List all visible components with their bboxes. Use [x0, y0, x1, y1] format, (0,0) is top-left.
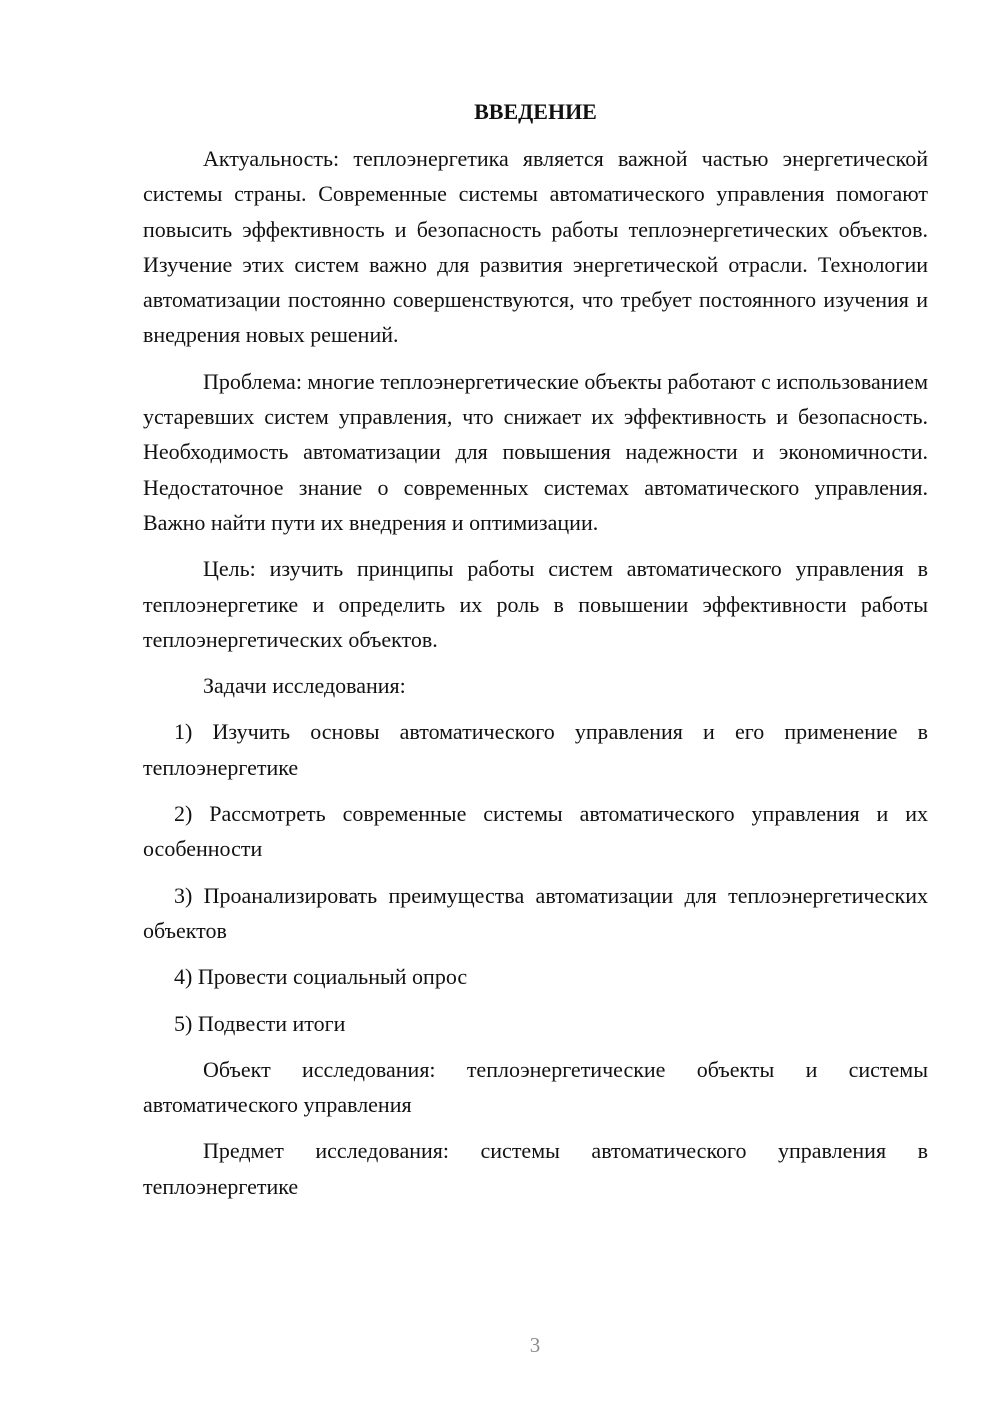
page-number: 3: [529, 1333, 541, 1357]
task-item: 3) Проанализировать преимущества автоматизации для теплоэнергетических объектов: [143, 882, 928, 943]
task-item: 4) Провести социальный опрос: [174, 964, 468, 990]
paragraph-subject: Предмет исследования: системы автоматического управления в теплоэнергетике: [143, 1138, 928, 1199]
paragraph-problem: Проблема: многие теплоэнергетические объекты работают с использованием устаревших систем управления, что снижает их эффективность и безопасность. Необходимость автоматизации для повышения надежности и экономичности. Недостаточное знание о современных системах автоматического управления. Важно найти пути их внедрения и оптимизации.: [143, 368, 928, 535]
tasks-heading: Задачи исследования:: [203, 673, 406, 699]
page-title: ВВЕДЕНИЕ: [474, 99, 597, 124]
task-item: 1) Изучить основы автоматического управления и его применение в теплоэнергетике: [143, 719, 928, 780]
paragraph-object: Объект исследования: теплоэнергетические объекты и системы автоматического управления: [143, 1056, 928, 1118]
page-content: [143, 94, 928, 1215]
paragraph-goal: Цель: изучить принципы работы систем автоматического управления в теплоэнергетике и определить их роль в повышении эффективности работы теплоэнергетических объектов.: [143, 556, 928, 652]
paragraph-relevance: Актуальность: теплоэнергетика является важной частью энергетической системы страны. Современные системы автоматического управления помогают повысить эффективность и безопасность работы теплоэнергетических объектов. Изучение этих систем важно для развития энергетической отрасли. Технологии автоматизации постоянно совершенствуются, что требует постоянного изучения и внедрения новых решений.: [143, 146, 928, 348]
task-item: 2) Рассмотреть современные системы автоматического управления и их особенности: [143, 801, 928, 862]
task-item: 5) Подвести итоги: [174, 1010, 346, 1036]
